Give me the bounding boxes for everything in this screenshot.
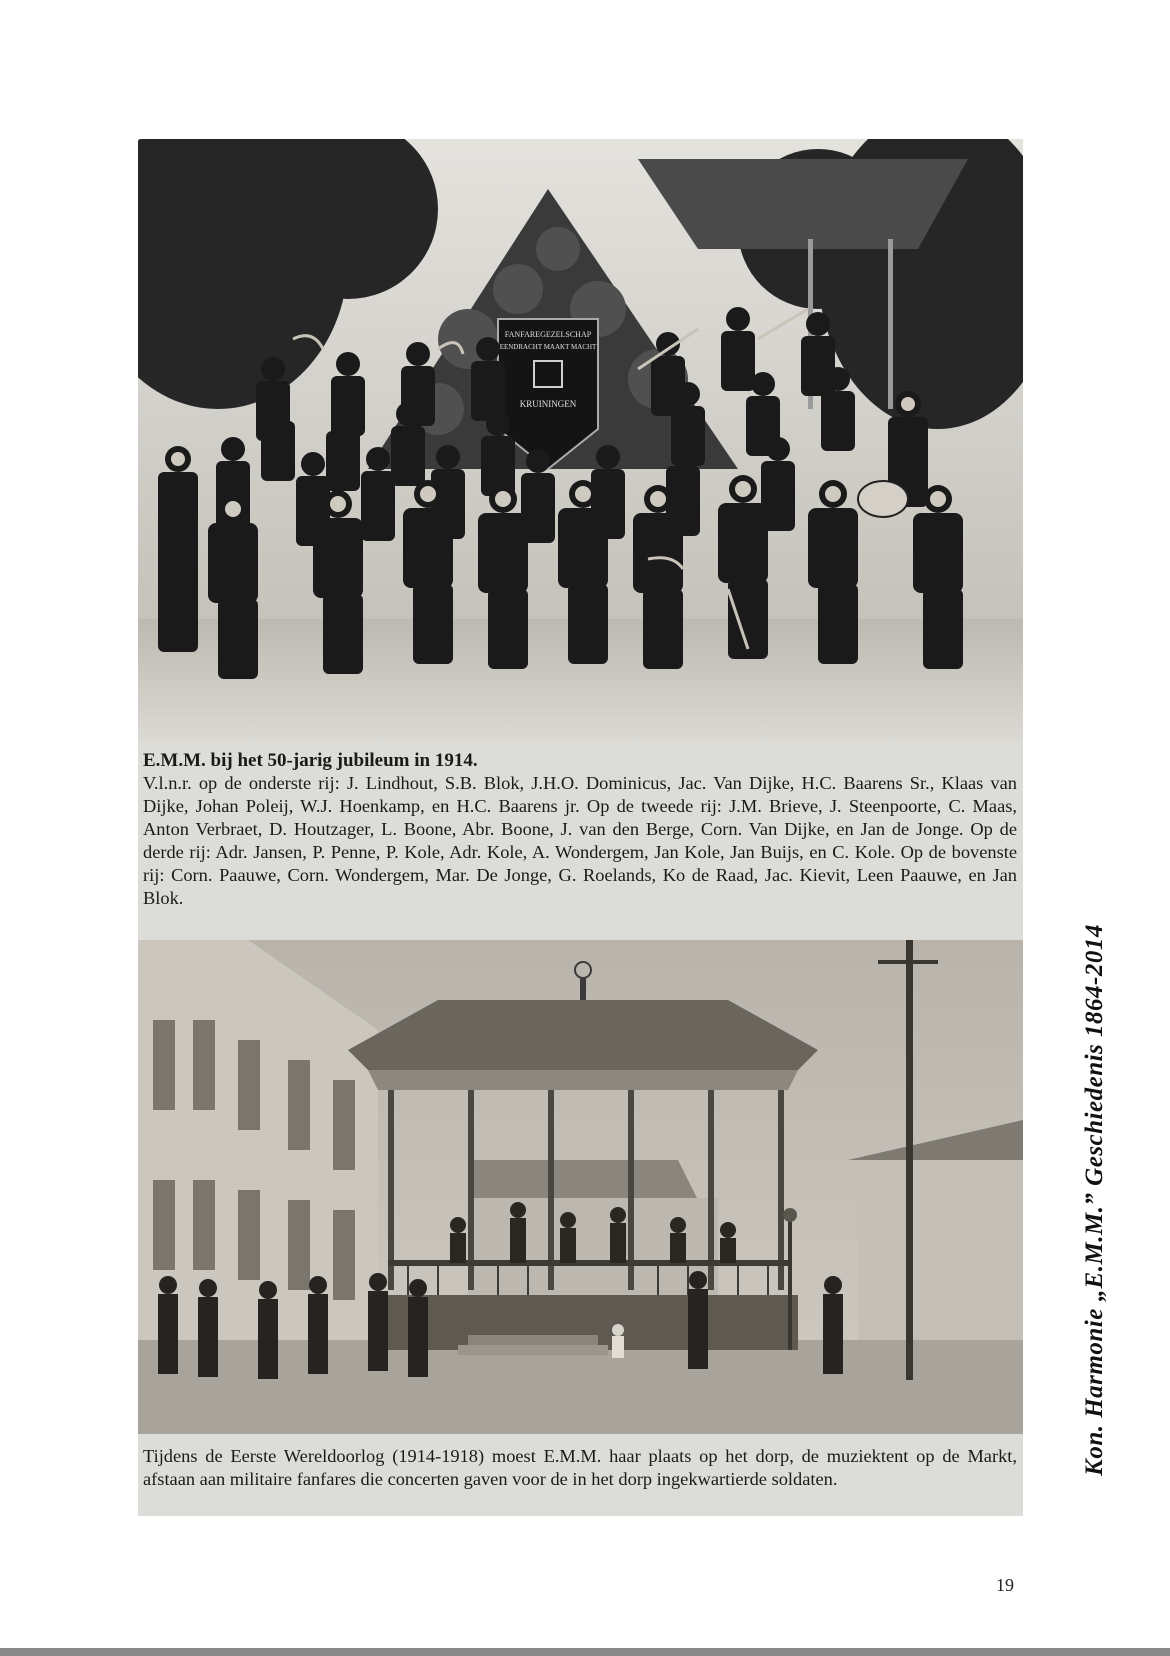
caption-body: V.l.n.r. op de onderste rij: J. Lindhout, S.B. Blok, J.H.O. Dominicus, Jac. Van Dijke, H.C. Baarens Sr., Klaas van Dijke, Johan Poleij, W.J. Hoenkamp, en H.C. Baarens jr. Op de tweede rij: J.M. Brieve, J. Steenpoorte, C. Maas, Anton Verbraet, D. Houtzager, L. Boone, Abr. Boone, J. van den Berge, Corn. Van Dijke, en Jan de Jonge. Op de derde rij: Adr. Jansen, P. Penne, P. Kole, Adr. Kole, A. Wondergem, Jan Kole, Jan Buijs, en C. Kole. Op de bovenste rij: Corn. Paauwe, Corn. Wondergem, Mar. De Jonge, G. Roelands, Ko de Raad, Jac. Kievit, Leen Paauwe, en Jan Blok. bbox=[143, 773, 1017, 908]
caption-bandstand-photo bbox=[138, 1434, 1023, 1516]
side-book-title-text: Kon. Harmonie „E.M.M.” Geschiedenis 1864-2014 bbox=[1081, 924, 1108, 1476]
banner-text-line3: KRUININGEN bbox=[519, 399, 577, 409]
bandstand-photo bbox=[138, 940, 1023, 1434]
page-number: 19 bbox=[996, 1575, 1014, 1595]
band-photo-image bbox=[138, 139, 1023, 743]
caption-body-2: Tijdens de Eerste Wereldoorlog (1914-1918) moest E.M.M. haar plaats op het dorp, de muziektent op de Markt, afstaan aan militaire fanfares die concerten gaven voor de in het dorp ingekwartierde soldaten. bbox=[143, 1446, 1017, 1489]
caption-title: E.M.M. bij het 50-jarig jubileum in 1914. bbox=[143, 750, 478, 771]
caption-band-photo bbox=[138, 743, 1023, 940]
bottom-divider bbox=[0, 1648, 1170, 1656]
band-photo bbox=[138, 139, 1023, 743]
bandstand-photo-image bbox=[138, 940, 1023, 1434]
banner-text-line1: FANFAREGEZELSCHAP bbox=[504, 330, 592, 339]
banner-text-line2: EENDRACHT MAAKT MACHT bbox=[499, 343, 597, 351]
